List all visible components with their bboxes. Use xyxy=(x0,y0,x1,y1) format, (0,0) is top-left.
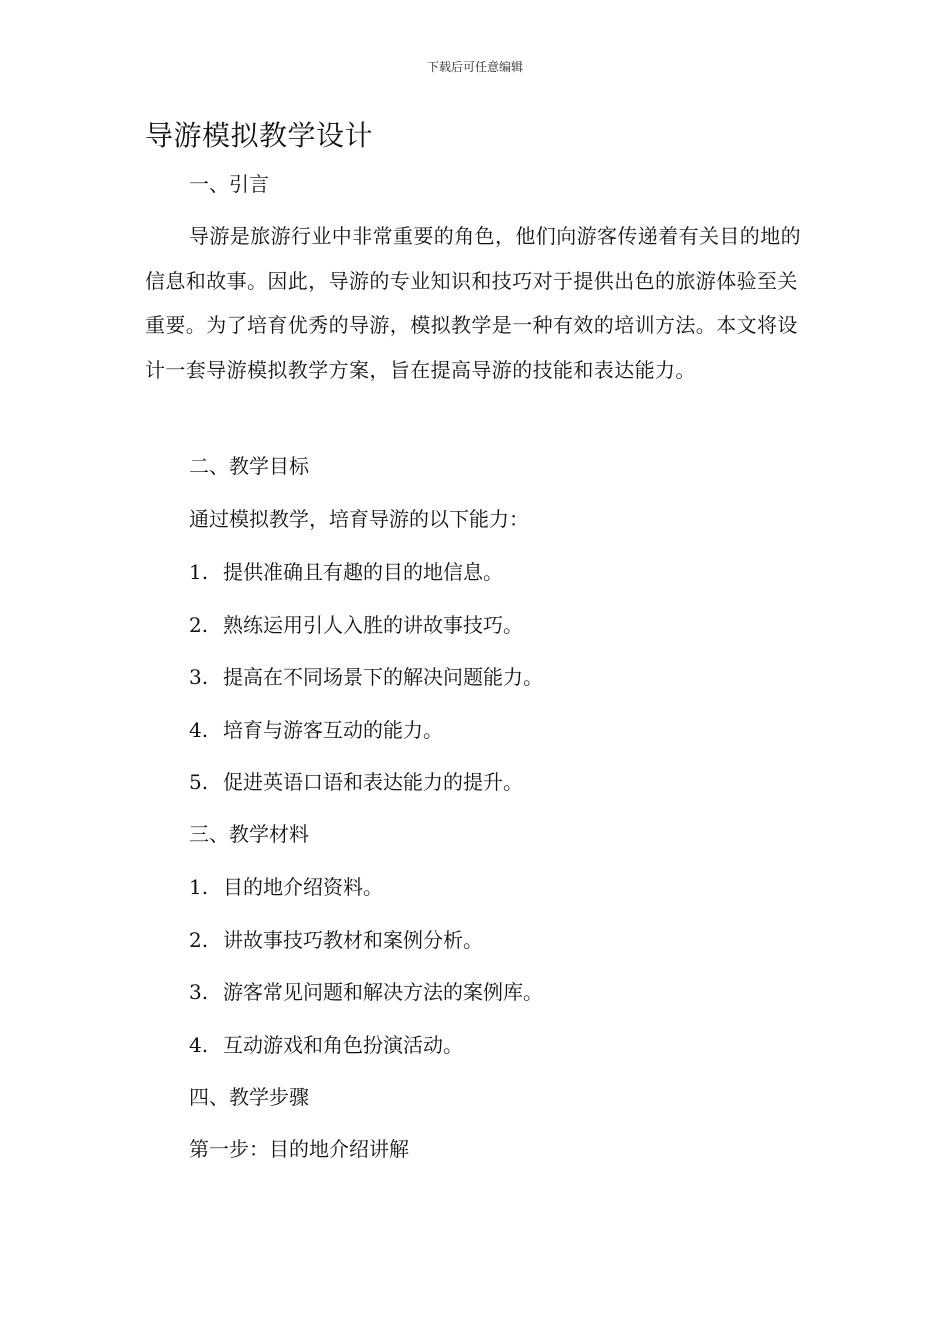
goal-item-text: 培育与游客互动的能力。 xyxy=(223,718,443,742)
material-item-number: 1. xyxy=(189,875,209,899)
goal-item-number: 4. xyxy=(189,718,209,742)
goal-item xyxy=(189,768,523,796)
material-item-number: 2. xyxy=(189,928,209,952)
goal-item xyxy=(189,558,503,586)
material-item xyxy=(189,978,543,1006)
page-header: 下载后可任意编辑 xyxy=(426,60,523,74)
goal-item-number: 5. xyxy=(189,770,209,794)
material-item-number: 4. xyxy=(189,1033,209,1057)
section-heading-goals: 二、教学目标 xyxy=(189,454,309,478)
section-heading-intro: 一、引言 xyxy=(189,172,269,196)
material-item-text: 目的地介绍资料。 xyxy=(223,875,383,899)
material-item-text: 讲故事技巧教材和案例分析。 xyxy=(223,928,483,952)
material-item xyxy=(189,1031,463,1059)
goal-item-text: 促进英语口语和表达能力的提升。 xyxy=(223,770,523,794)
goal-item-number: 3. xyxy=(189,665,209,689)
goal-item xyxy=(189,716,443,744)
material-item-text: 游客常见问题和解决方法的案例库。 xyxy=(223,980,543,1004)
material-item-text: 互动游戏和角色扮演活动。 xyxy=(223,1033,463,1057)
section-heading-steps: 四、教学步骤 xyxy=(189,1085,309,1109)
goal-item-number: 2. xyxy=(189,613,209,637)
goal-item-number: 1. xyxy=(189,560,209,584)
goal-item-text: 提供准确且有趣的目的地信息。 xyxy=(223,560,503,584)
step-one-heading: 第一步：目的地介绍讲解 xyxy=(189,1137,409,1161)
goal-item xyxy=(189,611,523,639)
goal-item-text: 熟练运用引人入胜的讲故事技巧。 xyxy=(223,613,523,637)
intro-paragraph: 导游是旅游行业中非常重要的角色，他们向游客传递着有关目的地的信息和故事。因此，导游的专业知识和技巧对于提供出色的旅游体验至关重要。为了培育优秀的导游，模拟教学是一种有效的培训方法。本文将设计一套导游模拟教学方案，旨在提高导游的技能和表达能力。 xyxy=(145,224,801,382)
material-item xyxy=(189,926,483,954)
goals-lead: 通过模拟教学，培育导游的以下能力： xyxy=(189,507,529,531)
material-item xyxy=(189,873,383,901)
document-title: 导游模拟教学设计 xyxy=(145,119,374,152)
material-item-number: 3. xyxy=(189,980,209,1004)
goal-item-text: 提高在不同场景下的解决问题能力。 xyxy=(223,665,543,689)
goal-item xyxy=(189,663,543,691)
section-heading-materials: 三、教学材料 xyxy=(189,822,309,846)
